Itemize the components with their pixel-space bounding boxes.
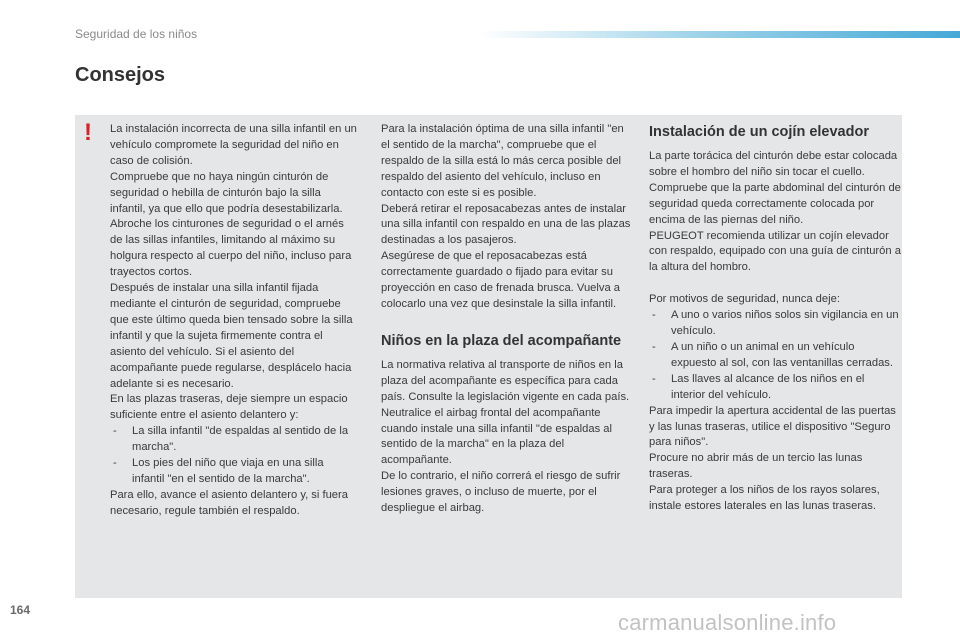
bullet-dash: - <box>113 425 117 438</box>
paragraph: Para impedir la apertura accidental de las puertas y las lunas traseras, utilice el dispositivo "Seguro para niños". <box>649 404 896 449</box>
list-item: - Las llaves al alcance de los niños en el interior del vehículo. <box>652 372 865 401</box>
paragraph: Procure no abrir más de un tercio las lunas traseras. <box>649 452 863 481</box>
list-item: - Los pies del niño que viaja en una silla infantil "en el sentido de la marcha". <box>113 457 324 485</box>
paragraph: Neutralice el airbag frontal del acompañante cuando instale una silla infantil "de espaldas al sentido de la marcha" en la plaza del acompañante. <box>381 406 612 467</box>
paragraph: La instalación incorrecta de una silla infantil en un vehículo compromete la seguridad del niño en caso de colisión. <box>110 123 357 167</box>
paragraph: Para proteger a los niños de los rayos solares, instale estores laterales en las lunas traseras. <box>649 484 880 513</box>
subsection-title-passenger: Niños en la plaza del acompañante <box>381 332 622 349</box>
paragraph: La parte torácica del cinturón debe estar colocada sobre el hombro del niño sin tocar el cuello. <box>649 150 898 178</box>
paragraph: Por motivos de seguridad, nunca deje: <box>649 293 840 306</box>
section-title: Consejos <box>75 64 166 86</box>
bullet-dash: - <box>113 457 117 470</box>
warning-icon: ! <box>84 119 92 146</box>
paragraph: Para la instalación óptima de una silla infantil "en el sentido de la marcha", compruebe que el respaldo de la silla está lo más cerca posible del respaldo del asiento del vehículo, incluso en contacto con este si es posible. <box>381 123 624 199</box>
subsection-title-booster: Instalación de un cojín elevador <box>649 124 869 140</box>
list-item: - A uno o varios niños solos sin vigilancia en un vehículo. <box>652 309 899 338</box>
paragraph: Asegúrese de que el reposacabezas está correctamente guardado o fijado para evitar su proyección en caso de frenada brusca. Vuelva a colocarlo una vez que desinstale la silla infantil. <box>381 250 621 310</box>
paragraph: Deberá retirar el reposacabezas antes de instalar una silla infantil con respaldo en una de las plazas destinadas a los pasajeros. <box>381 202 631 247</box>
paragraph: Para ello, avance el asiento delantero y, si fuera necesario, regule también el respaldo. <box>110 488 348 517</box>
bullet-dash: - <box>652 340 656 353</box>
header-accent-bar <box>480 31 960 38</box>
spacer <box>649 276 901 292</box>
paragraph: En las plazas traseras, deje siempre un espacio suficiente entre el asiento delantero y: <box>110 393 348 422</box>
spacer <box>649 140 901 149</box>
paragraph: De lo contrario, el niño correrá el riesgo de sufrir lesiones graves, o incluso de muerte, por el despliegue el airbag. <box>381 470 621 515</box>
paragraph: PEUGEOT recomienda utilizar un cojín elevador con respaldo, equipado con una guía de cinturón a la altura del hombro. <box>649 229 901 274</box>
list-item: - La silla infantil "de espaldas al sentido de la marcha". <box>113 425 349 454</box>
spacer <box>381 349 631 358</box>
column-left <box>110 122 358 520</box>
bullet-dash: - <box>652 372 656 385</box>
column-right <box>649 122 901 515</box>
paragraph: Abroche los cinturones de seguridad o el arnés de las sillas infantiles, limitando al máximo su holgura respecto al cuerpo del niño, incluso para trayectos cortos. <box>110 218 352 279</box>
bullet-dash: - <box>652 309 656 322</box>
paragraph: Después de instalar una silla infantil fijada mediante el cinturón de seguridad, compruebe que este último queda bien tensado sobre la silla infantil y que la sujeta firmemente contra el asiento del vehículo. Si el asiento del acompañante puede regularse, desplácelo hacia adelante si es necesario. <box>110 282 353 390</box>
paragraph: Compruebe que no haya ningún cinturón de seguridad o hebilla de cinturón bajo la silla infantil, ya que ello que podría desestabilizarla. <box>110 170 343 215</box>
page-header-title: Seguridad de los niños <box>75 27 198 41</box>
page-number: 164 <box>10 603 31 617</box>
paragraph: La normativa relativa al transporte de niños en la plaza del acompañante es específica para cada país. Consulte la legislación vigente en cada país. <box>381 358 630 403</box>
column-middle <box>381 122 631 517</box>
watermark: carmanualsonline.info <box>618 610 837 635</box>
paragraph: Compruebe que la parte abdominal del cinturón de seguridad queda correctamente colocada por encima de las piernas del niño. <box>649 181 901 226</box>
spacer <box>381 313 631 333</box>
list-item: - A un niño o un animal en un vehículo expuesto al sol, con las ventanillas cerradas. <box>652 340 894 369</box>
